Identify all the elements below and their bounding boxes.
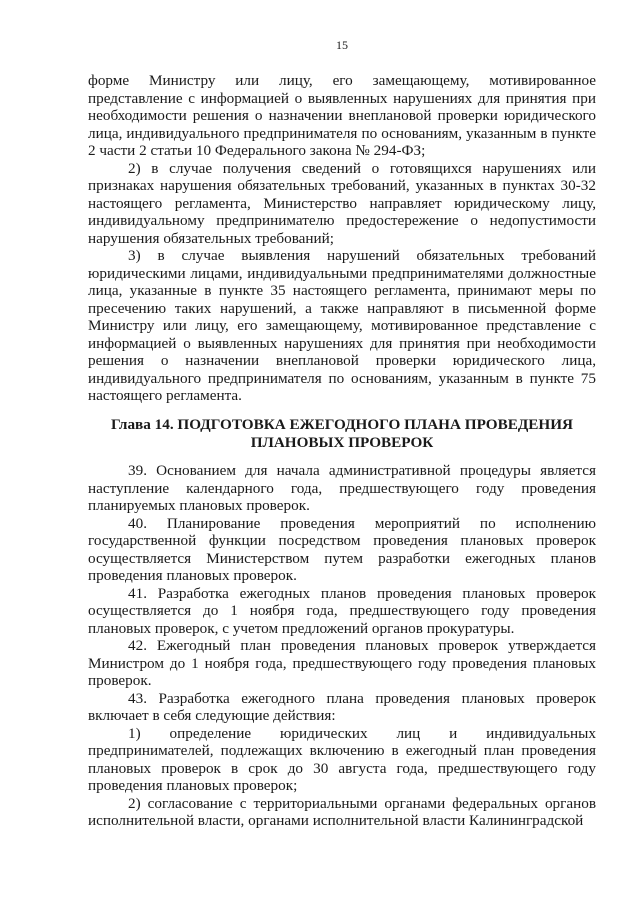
paragraph-40: 40. Планирование проведения мероприятий по исполнению государственной функции посредством проведения плановых проверок осуществляется Министерством путем разработки ежегодных планов проведения плановых проверок. [88, 514, 596, 584]
paragraph-continuation: форме Министру или лицу, его замещающему, мотивированное представление с информацией о выявленных нарушениях для принятия при необходимости решения о назначении внеплановой проверки юридического лица, индивидуального предпринимателя по основаниям, указанным в пункте 2 части 2 статьи 10 Федерального закона № 294-ФЗ; [88, 72, 596, 159]
paragraph-43: 43. Разработка ежегодного плана проведения плановых проверок включает в себя следующие действия: [88, 689, 596, 724]
paragraph-43-item-2: 2) согласование с территориальными органами федеральных органов исполнительной власти, органами исполнительной власти Калининградской [88, 794, 596, 829]
paragraph-42: 42. Ежегодный план проведения плановых проверок утверждается Министром до 1 ноября года, предшествующего году проведения плановых проверок. [88, 637, 596, 689]
text-block-chapter-14 [88, 462, 596, 830]
paragraph-item-2: 2) в случае получения сведений о готовящихся нарушениях или признаках нарушения обязательных требований, указанных в пунктах 30-32 настоящего регламента, Министерство направляет юридическому лицу, индивидуальному предпринимателю предостережение о недопустимости нарушения обязательных требований; [88, 159, 596, 247]
text-block-continuation [88, 72, 596, 405]
paragraph-39: 39. Основанием для начала административной процедуры является наступление календарного года, предшествующего году проведения планируемых плановых проверок. [88, 462, 596, 514]
paragraph-41: 41. Разработка ежегодных планов проведения плановых проверок осуществляется до 1 ноября года, предшествующего году проведения плановых проверок, с учетом предложений органов прокуратуры. [88, 584, 596, 637]
chapter-heading: Глава 14. ПОДГОТОВКА ЕЖЕГОДНОГО ПЛАНА ПРОВЕДЕНИЯ ПЛАНОВЫХ ПРОВЕРОК [110, 416, 573, 451]
paragraph-item-3: 3) в случае выявления нарушений обязательных требований юридическими лицами, индивидуальными предпринимателями должностные лица, указанные в пункте 35 настоящего регламента, принимают меры по пресечению таких нарушений, а также направляют в письменной форме Министру или лицу, его замещающему, мотивированное представление с информацией о выявленных нарушениях для принятия при необходимости решения о назначении внеплановой проверки юридического лица, индивидуального предпринимателя по основаниям, указанным в пункте 75 настоящего регламента. [88, 247, 596, 404]
paragraph-43-item-1: 1) определение юридических лиц и индивидуальных предпринимателей, подлежащих включению в ежегодный план проведения плановых проверок в срок до 30 августа года, предшествующего году проведения плановых проверок; [88, 724, 596, 794]
page-number: 15 [336, 38, 348, 52]
